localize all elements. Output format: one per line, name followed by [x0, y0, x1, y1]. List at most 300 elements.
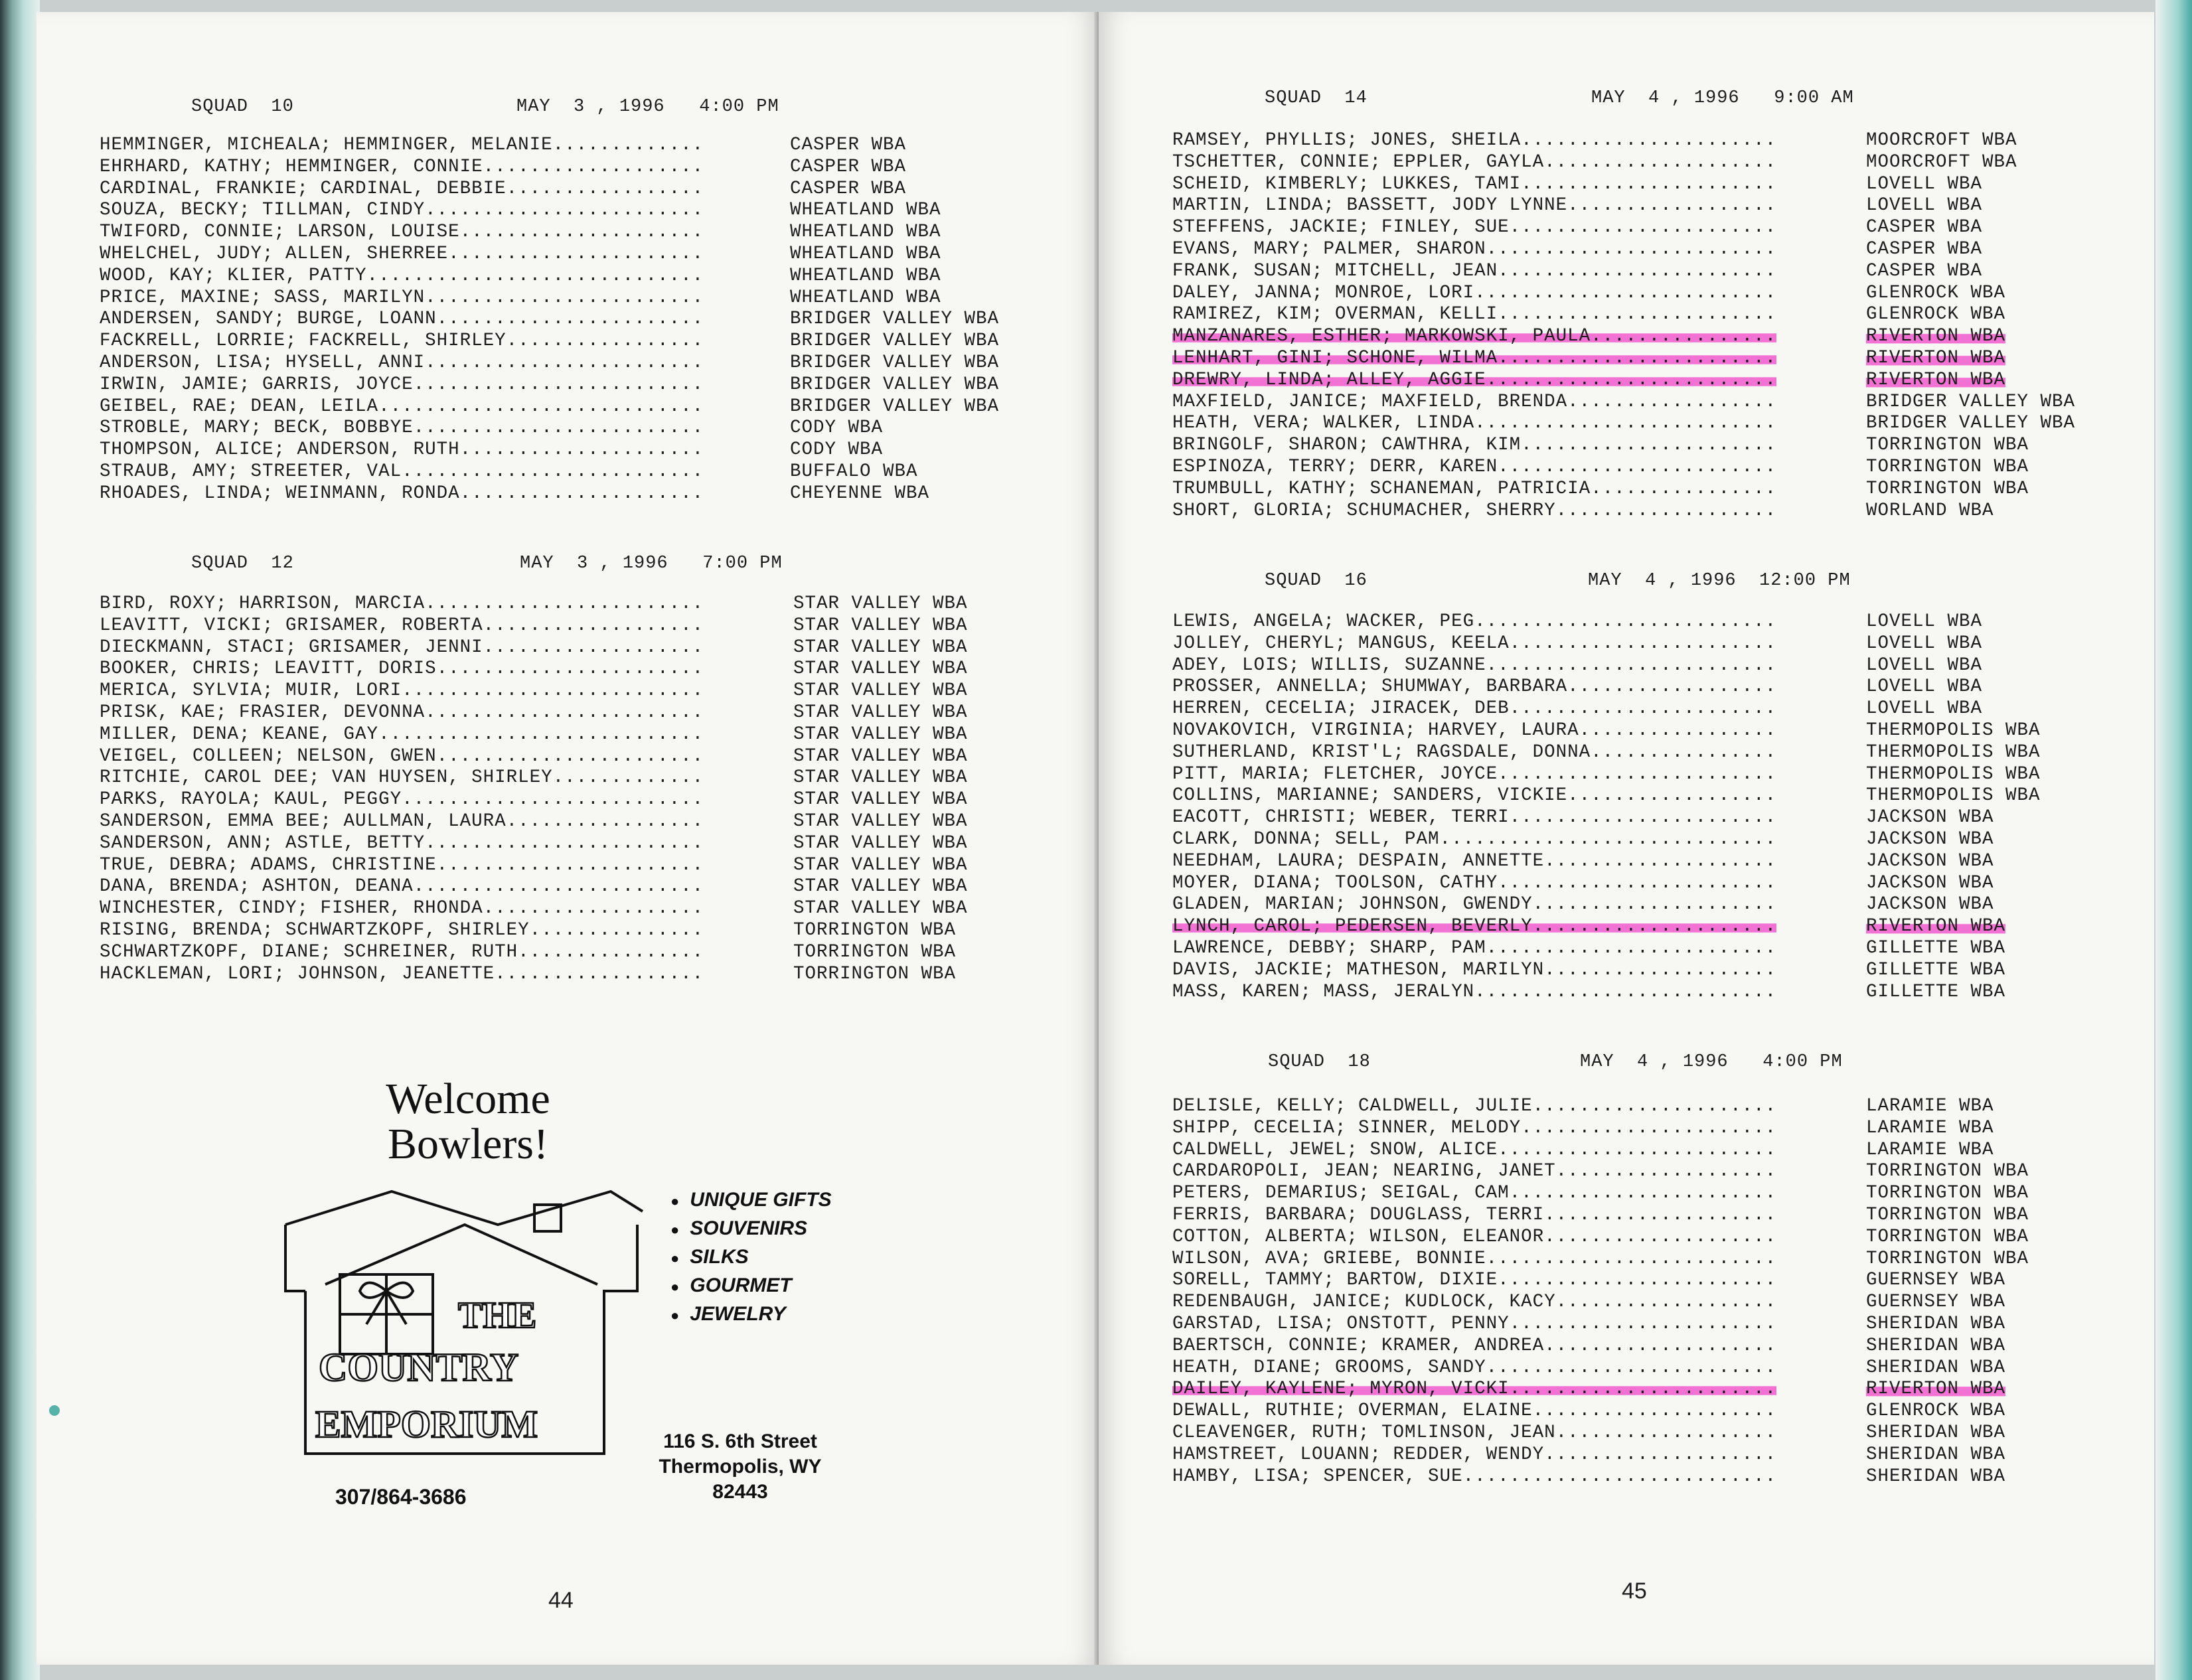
bowler-pair: MAXFIELD, JANICE; MAXFIELD, BRENDA.................. [1172, 391, 1777, 412]
association-name: TORRINGTON WBA [1866, 435, 2029, 456]
association-name: TORRINGTON WBA [1866, 1183, 2029, 1204]
bowler-pair: PRISK, KAE; FRASIER, DEVONNA........................ [100, 702, 704, 723]
squad-label: SQUAD 12 [191, 554, 294, 573]
association-name: LOVELL WBA [1866, 633, 1983, 654]
association-name: STAR VALLEY WBA [793, 898, 968, 919]
book-cover-edge-right [2155, 0, 2192, 1680]
bowler-pair: EHRHARD, KATHY; HEMMINGER, CONNIE................... [100, 156, 704, 177]
ad-bullet-item: ● UNIQUE GIFTS [670, 1185, 832, 1214]
bowler-pair: BOOKER, CHRIS; LEAVITT, DORIS....................... [100, 658, 704, 680]
roster-row-highlighted [1172, 326, 2006, 348]
roster-row [1172, 195, 1983, 217]
bowler-pair: IRWIN, JAMIE; GARRIS, JOYCE......................... [100, 374, 704, 395]
bowler-pair: JOLLEY, CHERYL; MANGUS, KEELA....................... [1172, 633, 1777, 654]
bowler-pair: HAMBY, LISA; SPENCER, SUE........................... [1172, 1466, 1777, 1487]
association-name: LARAMIE WBA [1866, 1139, 1994, 1160]
roster-row [100, 439, 884, 461]
association-name: TORRINGTON WBA [793, 963, 957, 984]
bowler-pair: LEWIS, ANGELA; WACKER, PEG.......................... [1172, 611, 1777, 632]
bowler-pair: VEIGEL, COLLEEN; NELSON, GWEN....................... [100, 745, 704, 767]
squad-datetime: MAY 4 , 1996 9:00 AM [1591, 88, 1854, 108]
roster-row [1172, 1444, 2006, 1466]
squad-datetime: MAY 3 , 1996 7:00 PM [520, 554, 783, 573]
association-name: WHEATLAND WBA [790, 222, 941, 243]
ad-address-line-3: 82443 [712, 1481, 768, 1503]
association-name: CASPER WBA [1866, 260, 1983, 281]
roster-row [1172, 959, 2006, 982]
roster-row [1172, 1422, 2006, 1444]
bowler-pair: SCHEID, KIMBERLY; LUKKES, TAMI...................... [1172, 173, 1777, 194]
bowler-pair: PARKS, RAYOLA; KAUL, PEGGY.......................... [100, 789, 704, 810]
roster-row [100, 810, 968, 833]
roster-row [100, 265, 941, 287]
bowler-pair: CARDINAL, FRANKIE; CARDINAL, DEBBIE................. [100, 178, 704, 199]
bowler-pair: COTTON, ALBERTA; WILSON, ELEANOR.................... [1172, 1226, 1777, 1247]
roster-row [100, 418, 884, 439]
bowler-pair: CLEAVENGER, RUTH; TOMLINSON, JEAN................... [1172, 1422, 1777, 1443]
squad-header [1268, 1052, 1843, 1072]
roster-row [1172, 611, 1983, 633]
bowler-pair: CALDWELL, JEWEL; SNOW, ALICE........................ [1172, 1139, 1777, 1160]
roster-row [100, 222, 941, 244]
roster-row [1172, 872, 1994, 895]
roster-row [1172, 282, 2006, 305]
bowler-pair: FACKRELL, LORRIE; FACKRELL, SHIRLEY................. [100, 331, 704, 352]
roster-row [100, 898, 968, 920]
bowler-pair: DANA, BRENDA; ASHTON, DEANA......................... [100, 876, 704, 897]
ad-address-line-2: Thermopolis, WY [659, 1456, 822, 1478]
association-name: RIVERTON WBA [1866, 1379, 2006, 1400]
bowler-pair: LENHART, GINI; SCHONE, WILMA........................ [1172, 347, 1777, 368]
bowler-pair: HAMSTREET, LOUANN; REDDER, WENDY.................... [1172, 1444, 1777, 1465]
bowler-pair: SHIPP, CECELIA; SINNER, MELODY...................... [1172, 1117, 1777, 1138]
association-name: GUERNSEY WBA [1866, 1292, 2006, 1313]
bowler-pair: REDENBAUGH, JANICE; KUDLOCK, KACY................... [1172, 1292, 1777, 1313]
association-name: JACKSON WBA [1866, 894, 1994, 915]
roster-row [100, 767, 968, 789]
roster-row [100, 941, 957, 964]
association-name: THERMOPOLIS WBA [1866, 720, 2041, 741]
roster-row [1172, 807, 1994, 829]
squad-label: SQUAD 16 [1265, 571, 1368, 591]
roster-row [1172, 1270, 2006, 1292]
roster-row [100, 637, 968, 659]
roster-row [100, 309, 1000, 331]
bowler-pair: MILLER, DENA; KEANE, GAY............................ [100, 724, 704, 745]
bowler-pair: HERREN, CECELIA; JIRACEK, DEB....................... [1172, 698, 1777, 720]
association-name: RIVERTON WBA [1866, 347, 2006, 368]
roster-row [100, 702, 968, 724]
squad-header [191, 554, 783, 573]
bowler-pair: RAMSEY, PHYLLIS; JONES, SHEILA...................... [1172, 130, 1777, 151]
bowler-pair: HEATH, VERA; WALKER, LINDA.......................... [1172, 413, 1777, 434]
bowler-pair: FERRIS, BARBARA; DOUGLASS, TERRI.................... [1172, 1204, 1777, 1225]
bowler-pair: SUTHERLAND, KRIST'L; RAGSDALE, DONNA................ [1172, 741, 1777, 763]
association-name: BRIDGER VALLEY WBA [790, 352, 1000, 373]
bowler-pair: FRANK, SUSAN; MITCHELL, JEAN........................ [1172, 260, 1777, 281]
roster-row-highlighted [1172, 1379, 2006, 1401]
roster-row [100, 243, 941, 266]
association-name: BRIDGER VALLEY WBA [1866, 413, 2076, 434]
association-name: THERMOPOLIS WBA [1866, 741, 2041, 763]
squad-roster [100, 135, 1000, 505]
association-name: TORRINGTON WBA [1866, 1161, 2029, 1182]
bowler-pair: TRUE, DEBRA; ADAMS, CHRISTINE....................... [100, 854, 704, 876]
association-name: TORRINGTON WBA [1866, 1248, 2029, 1269]
roster-row [1172, 937, 2006, 960]
association-name: CASPER WBA [790, 156, 907, 177]
association-name: TORRINGTON WBA [793, 941, 957, 962]
association-name: BRIDGER VALLEY WBA [790, 309, 1000, 330]
bowler-pair: DEWALL, RUTHIE; OVERMAN, ELAINE..................... [1172, 1401, 1777, 1422]
association-name: STAR VALLEY WBA [793, 615, 968, 636]
roster-row [100, 680, 968, 702]
roster-row [100, 352, 1000, 374]
bowler-pair: STEFFENS, JACKIE; FINLEY, SUE....................... [1172, 217, 1777, 238]
association-name: STAR VALLEY WBA [793, 680, 968, 702]
roster-row [100, 396, 1000, 418]
bowler-pair: TWIFORD, CONNIE; LARSON, LOUISE..................... [100, 222, 704, 243]
association-name: LARAMIE WBA [1866, 1096, 1994, 1116]
bowler-pair: DALEY, JANNA; MONROE, LORI.......................... [1172, 282, 1777, 303]
roster-row [1172, 1226, 2029, 1249]
bowler-pair: MERICA, SYLVIA; MUIR, LORI.......................... [100, 680, 704, 702]
bowler-pair: LEAVITT, VICKI; GRISAMER, ROBERTA................... [100, 615, 704, 636]
bowler-pair: GARSTAD, LISA; ONSTOTT, PENNY....................... [1172, 1313, 1777, 1334]
association-name: TORRINGTON WBA [1866, 1204, 2029, 1225]
association-name: CHEYENNE WBA [790, 483, 930, 504]
association-name: TORRINGTON WBA [1866, 478, 2029, 499]
roster-row-highlighted [1172, 369, 2006, 392]
roster-row [100, 963, 957, 986]
roster-row [1172, 456, 2029, 479]
bowler-pair: SANDERSON, ANN; ASTLE, BETTY........................ [100, 832, 704, 854]
association-name: TORRINGTON WBA [793, 919, 957, 941]
bowler-pair: DAVIS, JACKIE; MATHESON, MARILYN.................... [1172, 959, 1777, 980]
association-name: CODY WBA [790, 439, 884, 461]
roster-row [100, 331, 1000, 352]
ad-store-name-line-3: EMPORIUM [315, 1403, 538, 1446]
roster-row [1172, 763, 2041, 786]
association-name: CASPER WBA [1866, 238, 1983, 260]
roster-row [1172, 217, 1983, 239]
bowler-pair: EACOTT, CHRISTI; WEBER, TERRI....................... [1172, 807, 1777, 828]
roster-row [1172, 260, 1983, 283]
squad-datetime: MAY 3 , 1996 4:00 PM [516, 97, 779, 117]
roster-row [100, 461, 918, 483]
association-name: BRIDGER VALLEY WBA [790, 331, 1000, 352]
bowler-pair: WOOD, KAY; KLIER, PATTY............................. [100, 265, 704, 286]
roster-row [100, 287, 941, 309]
roster-row [100, 876, 968, 898]
bowler-pair: HACKLEMAN, LORI; JOHNSON, JEANETTE.................. [100, 963, 704, 984]
bowler-pair: LYNCH, CAROL; PEDERSEN, BEVERLY..................... [1172, 916, 1777, 937]
association-name: JACKSON WBA [1866, 828, 1994, 850]
bowler-pair: NEEDHAM, LAURA; DESPAIN, ANNETTE.................... [1172, 850, 1777, 872]
bowler-pair: MOYER, DIANA; TOOLSON, CATHY........................ [1172, 872, 1777, 893]
bowler-pair: RITCHIE, CAROL DEE; VAN HUYSEN, SHIRLEY............. [100, 767, 704, 789]
squad-label: SQUAD 18 [1268, 1052, 1371, 1072]
roster-row [100, 658, 968, 680]
bowler-pair: ANDERSON, LISA; HYSELL, ANNI........................ [100, 352, 704, 373]
bowler-pair: TRUMBULL, KATHY; SCHANEMAN, PATRICIA................ [1172, 478, 1777, 499]
bowler-pair: NOVAKOVICH, VIRGINIA; HARVEY, LAURA................. [1172, 720, 1777, 741]
association-name: BUFFALO WBA [790, 461, 918, 482]
squad-datetime: MAY 4 , 1996 4:00 PM [1580, 1052, 1843, 1072]
association-name: STAR VALLEY WBA [793, 724, 968, 745]
roster-row [1172, 720, 2041, 742]
bowler-pair: DIECKMANN, STACI; GRISAMER, JENNI................... [100, 637, 704, 658]
roster-row [1172, 1357, 2006, 1379]
bowler-pair: LAWRENCE, DEBBY; SHARP, PAM......................... [1172, 937, 1777, 958]
roster-row [1172, 1248, 2029, 1270]
roster-row [100, 483, 930, 505]
roster-row [100, 178, 907, 200]
ad-bullet-item: ● GOURMET [670, 1271, 832, 1300]
association-name: GILLETTE WBA [1866, 959, 2006, 980]
roster-row [1172, 1466, 2006, 1488]
ad-welcome-line-2: Bowlers! [388, 1120, 548, 1168]
roster-row [1172, 238, 1983, 261]
association-name: STAR VALLEY WBA [793, 789, 968, 810]
roster-row [1172, 676, 1983, 698]
roster-row [100, 745, 968, 768]
ad-welcome-line-1: Welcome [386, 1075, 550, 1123]
roster-row [100, 854, 968, 877]
association-name: LOVELL WBA [1866, 173, 1983, 194]
roster-row [1172, 1139, 1994, 1162]
roster-row [100, 374, 1000, 396]
roster-row [1172, 413, 2076, 435]
squad-header [191, 97, 779, 117]
association-name: SHERIDAN WBA [1866, 1444, 2006, 1465]
bowler-pair: MASS, KAREN; MASS, JERALYN.......................... [1172, 981, 1777, 1002]
association-name: STAR VALLEY WBA [793, 810, 968, 832]
association-name: STAR VALLEY WBA [793, 832, 968, 854]
roster-row [100, 200, 941, 222]
association-name: MOORCROFT WBA [1866, 151, 2017, 173]
association-name: GLENROCK WBA [1866, 282, 2006, 303]
association-name: RIVERTON WBA [1866, 369, 2006, 390]
association-name: TORRINGTON WBA [1866, 456, 2029, 477]
ad-bullet-item: ● SOUVENIRS [670, 1214, 832, 1243]
roster-row [1172, 435, 2029, 457]
page-number-left: 44 [548, 1588, 574, 1613]
ad-address-line-1: 116 S. 6th Street [663, 1430, 817, 1452]
bowler-pair: RAMIREZ, KIM; OVERMAN, KELLI........................ [1172, 304, 1777, 325]
roster-row [1172, 850, 1994, 873]
association-name: CASPER WBA [790, 178, 907, 199]
roster-row [100, 156, 907, 179]
roster-row [1172, 1204, 2029, 1227]
roster-row [1172, 1161, 2029, 1183]
bowler-pair: STRAUB, AMY; STREETER, VAL.......................... [100, 461, 704, 482]
ad-address [654, 1429, 826, 1505]
bowler-pair: SHORT, GLORIA; SCHUMACHER, SHERRY................... [1172, 500, 1777, 521]
bowler-pair: BRINGOLF, SHARON; CAWTHRA, KIM...................... [1172, 435, 1777, 456]
association-name: RIVERTON WBA [1866, 326, 2006, 347]
roster-row [1172, 633, 1983, 655]
bowler-pair: SCHWARTZKOPF, DIANE; SCHREINER, RUTH................ [100, 941, 704, 962]
association-name: SHERIDAN WBA [1866, 1335, 2006, 1356]
association-name: STAR VALLEY WBA [793, 658, 968, 680]
association-name: WHEATLAND WBA [790, 200, 941, 221]
bowler-pair: ADEY, LOIS; WILLIS, SUZANNE......................... [1172, 654, 1777, 676]
bowler-pair: COLLINS, MARIANNE; SANDERS, VICKIE.................. [1172, 785, 1777, 806]
bowler-pair: HEATH, DIANE; GROOMS, SANDY......................... [1172, 1357, 1777, 1378]
association-name: TORRINGTON WBA [1866, 1226, 2029, 1247]
squad-datetime: MAY 4 , 1996 12:00 PM [1588, 571, 1851, 591]
roster-row [100, 593, 968, 615]
roster-row [1172, 741, 2041, 764]
roster-row [100, 919, 957, 942]
squad-roster [1172, 130, 2076, 522]
bowler-pair: PRICE, MAXINE; SASS, MARILYN........................ [100, 287, 704, 308]
association-name: CASPER WBA [790, 135, 907, 155]
association-name: STAR VALLEY WBA [793, 854, 968, 876]
association-name: SHERIDAN WBA [1866, 1357, 2006, 1378]
association-name: RIVERTON WBA [1866, 916, 2006, 937]
bowler-pair: WILSON, AVA; GRIEBE, BONNIE......................... [1172, 1248, 1777, 1269]
roster-row [100, 615, 968, 637]
ad-store-name-line-2: COUNTRY [319, 1345, 519, 1389]
bowler-pair: DREWRY, LINDA; ALLEY, AGGIE......................... [1172, 369, 1777, 390]
squad-roster [1172, 611, 2041, 1003]
ad-store-name-line-1: THE [458, 1295, 537, 1336]
association-name: WHEATLAND WBA [790, 287, 941, 308]
ad-phone-number: 307/864-3686 [335, 1485, 467, 1509]
bowler-pair: MARTIN, LINDA; BASSETT, JODY LYNNE.................. [1172, 195, 1777, 216]
association-name: STAR VALLEY WBA [793, 593, 968, 614]
association-name: STAR VALLEY WBA [793, 745, 968, 767]
bowler-pair: WINCHESTER, CINDY; FISHER, RHONDA................... [100, 898, 704, 919]
association-name: THERMOPOLIS WBA [1866, 763, 2041, 785]
association-name: GLENROCK WBA [1866, 1401, 2006, 1422]
roster-row [1172, 151, 2017, 174]
association-name: LARAMIE WBA [1866, 1117, 1994, 1138]
bowler-pair: TSCHETTER, CONNIE; EPPLER, GAYLA.................... [1172, 151, 1777, 173]
association-name: SHERIDAN WBA [1866, 1313, 2006, 1334]
roster-row [1172, 391, 2076, 414]
association-name: GILLETTE WBA [1866, 937, 2006, 958]
ad-bullet-item: ● JEWELRY [670, 1300, 832, 1328]
squad-label: SQUAD 10 [191, 97, 294, 117]
association-name: SHERIDAN WBA [1866, 1466, 2006, 1487]
association-name: STAR VALLEY WBA [793, 637, 968, 658]
association-name: JACKSON WBA [1866, 807, 1994, 828]
association-name: BRIDGER VALLEY WBA [790, 374, 1000, 395]
paper-speck [49, 1405, 60, 1416]
roster-row-highlighted [1172, 347, 2006, 370]
association-name: LOVELL WBA [1866, 195, 1983, 216]
bowler-pair: PETERS, DEMARIUS; SEIGAL, CAM....................... [1172, 1183, 1777, 1204]
roster-row [1172, 1096, 1994, 1118]
squad-header [1265, 88, 1854, 108]
association-name: WHEATLAND WBA [790, 243, 941, 264]
roster-row [1172, 785, 2041, 807]
roster-row [1172, 654, 1983, 677]
association-name: WORLAND WBA [1866, 500, 1994, 521]
roster-row [1172, 478, 2029, 500]
bowler-pair: SANDERSON, EMMA BEE; AULLMAN, LAURA................. [100, 810, 704, 832]
association-name: STAR VALLEY WBA [793, 767, 968, 789]
squad-header [1265, 571, 1851, 591]
bowler-pair: BIRD, ROXY; HARRISON, MARCIA........................ [100, 593, 704, 614]
association-name: BRIDGER VALLEY WBA [790, 396, 1000, 417]
bowler-pair: HEMMINGER, MICHEALA; HEMMINGER, MELANIE............. [100, 135, 704, 155]
book-cover-edge-left [0, 0, 40, 1680]
bowler-pair: RISING, BRENDA; SCHWARTZKOPF, SHIRLEY............... [100, 919, 704, 941]
roster-row [1172, 698, 1983, 720]
squad-roster [100, 593, 968, 985]
roster-row [1172, 981, 2006, 1004]
bowler-pair: CARDAROPOLI, JEAN; NEARING, JANET................... [1172, 1161, 1777, 1182]
squad-roster [1172, 1096, 2029, 1488]
bowler-pair: CLARK, DONNA; SELL, PAM............................. [1172, 828, 1777, 850]
bowler-pair: RHOADES, LINDA; WEINMANN, RONDA..................... [100, 483, 704, 504]
association-name: BRIDGER VALLEY WBA [1866, 391, 2076, 412]
squad-label: SQUAD 14 [1265, 88, 1368, 108]
ad-bullet-list [670, 1185, 832, 1328]
bowler-pair: DELISLE, KELLY; CALDWELL, JULIE..................... [1172, 1096, 1777, 1116]
bowler-pair: GLADEN, MARIAN; JOHNSON, GWENDY..................... [1172, 894, 1777, 915]
roster-row-highlighted [1172, 916, 2006, 938]
bowler-pair: ANDERSEN, SANDY; BURGE, LOANN....................... [100, 309, 704, 330]
association-name: CASPER WBA [1866, 217, 1983, 238]
association-name: LOVELL WBA [1866, 654, 1983, 676]
bowler-pair: GEIBEL, RAE; DEAN, LEILA............................ [100, 396, 704, 417]
roster-row [1172, 1292, 2006, 1314]
association-name: JACKSON WBA [1866, 872, 1994, 893]
bowler-pair: STROBLE, MARY; BECK, BOBBYE......................... [100, 418, 704, 439]
roster-row [1172, 894, 1994, 916]
bowler-pair: DAILEY, KAYLENE; MYRON, VICKI....................... [1172, 1379, 1777, 1400]
bowler-pair: MANZANARES, ESTHER; MARKOWSKI, PAULA................ [1172, 326, 1777, 347]
roster-row [1172, 1401, 2006, 1422]
bowler-pair: SOUZA, BECKY; TILLMAN, CINDY........................ [100, 200, 704, 221]
association-name: GUERNSEY WBA [1866, 1270, 2006, 1291]
ad-bullet-item: ● SILKS [670, 1243, 832, 1271]
roster-row [1172, 1335, 2006, 1357]
bowler-pair: PROSSER, ANNELLA; SHUMWAY, BARBARA.................. [1172, 676, 1777, 698]
association-name: WHEATLAND WBA [790, 265, 941, 286]
roster-row [1172, 1117, 1994, 1140]
ad-welcome-heading [329, 1077, 607, 1167]
association-name: CODY WBA [790, 418, 884, 439]
roster-row [100, 135, 907, 157]
association-name: MOORCROFT WBA [1866, 130, 2017, 151]
association-name: LOVELL WBA [1866, 611, 1983, 632]
association-name: JACKSON WBA [1866, 850, 1994, 872]
roster-row [100, 832, 968, 855]
roster-row [1172, 1183, 2029, 1205]
bowler-pair: SORELL, TAMMY; BARTOW, DIXIE........................ [1172, 1270, 1777, 1291]
bowler-pair: THOMPSON, ALICE; ANDERSON, RUTH..................... [100, 439, 704, 461]
bowler-pair: EVANS, MARY; PALMER, SHARON......................... [1172, 238, 1777, 260]
association-name: STAR VALLEY WBA [793, 702, 968, 723]
roster-row [100, 724, 968, 746]
bowler-pair: BAERTSCH, CONNIE; KRAMER, ANDREA.................... [1172, 1335, 1777, 1356]
country-emporium-house-logo [279, 1185, 651, 1464]
association-name: LOVELL WBA [1866, 698, 1983, 720]
roster-row [1172, 173, 1983, 196]
association-name: GLENROCK WBA [1866, 304, 2006, 325]
roster-row [100, 789, 968, 811]
association-name: SHERIDAN WBA [1866, 1422, 2006, 1443]
bowler-pair: WHELCHEL, JUDY; ALLEN, SHERREE...................... [100, 243, 704, 264]
roster-row [1172, 304, 2006, 326]
page-number-right: 45 [1622, 1578, 1647, 1604]
